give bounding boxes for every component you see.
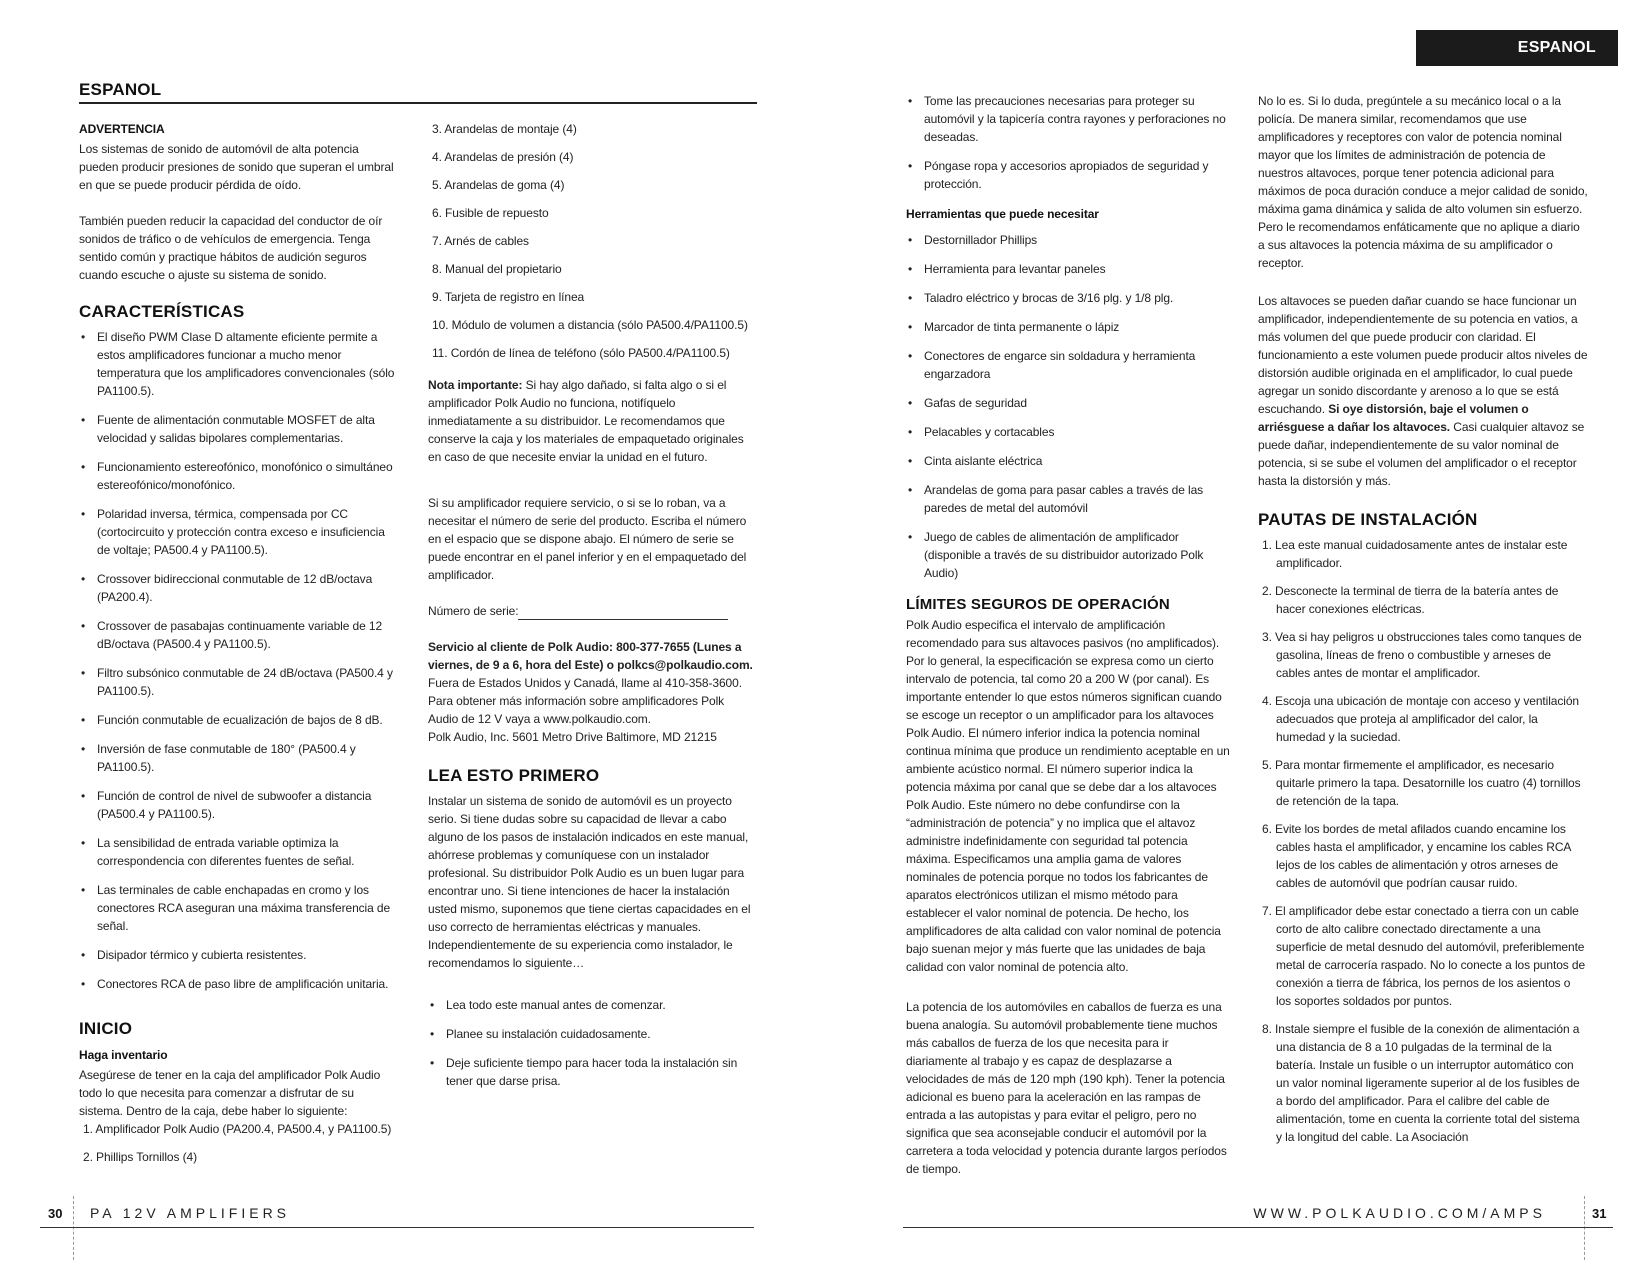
feature-item: • La sensibilidad de entrada variable optimiza la correspondencia con diferentes fuentes de señal. <box>79 834 399 870</box>
inventory-list-continued <box>428 120 753 362</box>
right-page-number: 31 <box>1592 1206 1607 1221</box>
lea-bullets <box>428 996 753 1090</box>
servicio-paragraph: Si su amplificador requiere servicio, o si se lo roban, va a necesitar el número de serie del producto. Escriba el número en el espacio que se dispone abajo. El número de serie se puede encontrar en el panel inferior y en el empaquetado del amplificador. <box>428 496 747 582</box>
tool-item: • Arandelas de goma para pasar cables a través de las paredes de metal del automóvil <box>906 481 1231 517</box>
installation-step: 7. El amplificador debe estar conectado a tierra con un cable corto de alto calibre conectado directamente a una superficie de metal desnudo del automóvil, preferiblemente metal de carrocería raspado. No lo conecte a los puntos de conexión a tierra de fábrica, los pernos de los asientos o los soportes soldados por puntos. <box>1262 904 1586 1009</box>
column-4 <box>1258 92 1588 1156</box>
inventario-title: Haga inventario <box>79 1047 168 1062</box>
lea-bullet: • Planee su instalación cuidadosamente. <box>428 1025 753 1043</box>
tool-item: • Gafas de seguridad <box>906 394 1231 412</box>
col4-p2-text-a: Los altavoces se pueden dañar cuando se hace funcionar un amplificador, independientemente de su potencia en vatios, a más volumen del que puede producir con claridad. El funcionamiento a este volumen puede producir altos niveles de distorsión audible originada en el amplificador, lo cual puede agregar un sonido discordante y arenoso a lo que se está escuchando. <box>1258 294 1588 416</box>
col4-p2-bold: Si oye distorsión, baje el volumen o arriésguese a dañar los altavoces. <box>1258 402 1529 434</box>
tools-list <box>906 231 1231 582</box>
inventory-item: 1. Amplificador Polk Audio (PA200.4, PA500.4, y PA1100.5) <box>83 1121 392 1136</box>
tool-item: • Marcador de tinta permanente o lápiz <box>906 318 1231 336</box>
tool-item: • Pelacables y cortacables <box>906 423 1231 441</box>
advertencia-paragraph-2: También pueden reducir la capacidad del conductor de oír sonidos de tráfico o de vehículos de emergencia. Tenga sentido común y practique hábitos de audición seguros cuando escuche o ajuste su sistema de sonido. <box>79 214 383 282</box>
inventory-item: 8. Manual del propietario <box>432 262 562 276</box>
lea-paragraph: Instalar un sistema de sonido de automóvil es un proyecto serio. Si tiene dudas sobre su capacidad de llevar a cabo alguno de los pasos de instalación indicados en este manual, ahórrese problemas y comuníquese con un instalador profesional. Su distribuidor Polk Audio es un buen lugar para encontrar uno. Si tiene intenciones de hacer la instalación usted mismo, suponemos que tiene ciertas capacidades en el uso correcto de herramientas eléctricas y manuales. Independientemente de su experiencia como instalador, le recomendamos lo siguiente… <box>428 794 751 971</box>
serial-label: Número de serie: <box>428 604 519 618</box>
feature-item: • Polaridad inversa, térmica, compensada por CC (cortocircuito y protección contra exceso e insuficiencia de voltaje; PA500.4 y PA1100.5). <box>79 505 399 559</box>
left-footer-divider <box>73 1196 74 1260</box>
tool-item: • Cinta aislante eléctrica <box>906 452 1231 470</box>
feature-item: • Funcionamiento estereofónico, monofónico o simultáneo estereofónico/monofónico. <box>79 458 399 494</box>
precaution-bullet: • Tome las precauciones necesarias para proteger su automóvil y la tapicería contra rayones y perforaciones no deseadas. <box>906 92 1231 146</box>
lea-bullet: • Deje suficiente tiempo para hacer toda la instalación sin tener que darse prisa. <box>428 1054 753 1090</box>
inventario-paragraph: Asegúrese de tener en la caja del amplificador Polk Audio todo lo que necesita para comenzar a disfrutar de su sistema. Dentro de la caja, debe haber lo siguiente: <box>79 1067 381 1118</box>
tool-item: • Destornillador Phillips <box>906 231 1231 249</box>
right-footer-text: WWW.POLKAUDIO.COM/AMPS <box>1253 1205 1546 1221</box>
inventory-list-start <box>79 1120 399 1166</box>
inicio-title: INICIO <box>79 1019 133 1039</box>
tool-item: • Conectores de engarce sin soldadura y herramienta engarzadora <box>906 347 1231 383</box>
left-page-number: 30 <box>48 1206 63 1221</box>
inventory-item: 9. Tarjeta de registro en línea <box>432 290 585 304</box>
advertencia-paragraph-1: Los sistemas de sonido de automóvil de alta potencia pueden producir presiones de sonido que superan el umbral en que se puede producir pérdida de oído. <box>79 142 394 192</box>
serial-number-row <box>428 602 753 620</box>
features-list <box>79 328 399 993</box>
nota-text: Si hay algo dañado, si falta algo o si el amplificador Polk Audio no funciona, notifíquelo inmediatamente a su distribuidor. Le recomendamos que conserve la caja y los materiales de empaquetado originales en caso de que necesite enviar la unidad en el futuro. <box>428 378 744 464</box>
inventory-item: 2. Phillips Tornillos (4) <box>83 1149 197 1164</box>
advertencia-title: ADVERTENCIA <box>79 122 165 136</box>
right-footer-rule <box>903 1227 1613 1228</box>
column-1 <box>79 120 399 1176</box>
contact-bold: Servicio al cliente de Polk Audio: 800-377-7655 (Lunes a viernes, de 9 a 6, hora del Este) o polkcs@polkaudio.com. <box>428 640 753 672</box>
inventory-item: 11. Cordón de línea de teléfono (sólo PA500.4/PA1100.5) <box>432 346 730 360</box>
left-page-title: ESPANOL <box>79 80 162 99</box>
inventory-item: 3. Arandelas de montaje (4) <box>432 122 577 136</box>
left-header-rule <box>79 102 757 104</box>
installation-step: 1. Lea este manual cuidadosamente antes de instalar este amplificador. <box>1262 538 1568 571</box>
nota-paragraph <box>428 376 753 466</box>
col4-p2-text-b: Casi cualquier altavoz se puede dañar, independientemente de su valor nominal de potencia, si se sube el volumen del amplificador o el receptor hasta la distorsión y más. <box>1258 420 1585 488</box>
right-footer-divider <box>1584 1196 1585 1260</box>
installation-step: 4. Escoja una ubicación de montaje con acceso y ventilación adecuados que proteja al amplificador del calor, la humedad y la suciedad. <box>1262 694 1579 745</box>
col4-paragraph-1: No lo es. Si lo duda, pregúntele a su mecánico local o a la policía. De manera similar, recomendamos que use amplificadores y receptores con valor de potencia nominal mayor que los límites de administración de potencia de nuestros altavoces, porque tener potencia adicional para máximos de poca duración conduce a mejor calidad de sonido, máxima gama dinámica y salida de alto volumen sin esfuerzo. Pero le recomendamos enfáticamente que no aplique a diario a sus altavoces la potencia máxima de su amplificador o receptor. <box>1258 94 1588 270</box>
installation-step: 6. Evite los bordes de metal afilados cuando encamine los cables hasta el amplificador, y encamine los cables RCA lejos de los cables de alimentación y otros arneses de cables de automóvil que podrían causar ruido. <box>1262 822 1571 891</box>
inventory-item: 4. Arandelas de presión (4) <box>432 150 574 164</box>
tools-title: Herramientas que puede necesitar <box>906 207 1099 221</box>
left-footer-rule <box>40 1227 754 1228</box>
company-address: Polk Audio, Inc. 5601 Metro Drive Baltimore, MD 21215 <box>428 730 717 744</box>
feature-item: • Inversión de fase conmutable de 180° (PA500.4 y PA1100.5). <box>79 740 399 776</box>
inventory-item: 10. Módulo de volumen a distancia (sólo PA500.4/PA1100.5) <box>432 318 748 332</box>
feature-item: • Función de control de nivel de subwoofer a distancia (PA500.4 y PA1100.5). <box>79 787 399 823</box>
right-page-tab: ESPANOL <box>1416 30 1618 66</box>
contact-paragraph <box>428 638 753 728</box>
feature-item: • Disipador térmico y cubierta resistentes. <box>79 946 399 964</box>
left-footer-text: PA 12V AMPLIFIERS <box>90 1205 291 1221</box>
installation-steps <box>1258 536 1588 1146</box>
installation-step: 3. Vea si hay peligros u obstrucciones tales como tanques de gasolina, líneas de freno o combustible y arneses de cables antes de montar el amplificador. <box>1262 630 1582 681</box>
limites-title: LÍMITES SEGUROS DE OPERACIÓN <box>906 596 1170 613</box>
contact-text: Fuera de Estados Unidos y Canadá, llame al 410-358-3600. Para obtener más información sobre amplificadores Polk Audio de 12 V vaya a www.polkaudio.com. <box>428 676 742 726</box>
installation-step: 8. Instale siempre el fusible de la conexión de alimentación a una distancia de 8 a 10 pulgadas de la terminal de la batería. Instale un fusible o un interruptor automático con un valor nominal ligeramente superior al de los fusibles de a bordo del amplificador. Para el calibre del cable de alimentación, tome en cuenta la corriente total del sistema y la longitud del cable. La Asociación <box>1262 1022 1580 1145</box>
limites-paragraph-2: La potencia de los automóviles en caballos de fuerza es una buena analogía. Su automóvil probablemente tiene muchos más caballos de fuerza de los que necesita para ir diariamente al trabajo y es capaz de desplazarse a velocidades de más de 120 mph (190 kph). Tener la potencia adicional es bueno para la aceleración en las rampas de entrada a las autopistas y para evitar el peligro, pero no significa que sea aconsejable conducir el automóvil por la carretera a toda velocidad y potencia durante largos períodos de tiempo. <box>906 1000 1227 1176</box>
lea-bullet: • Lea todo este manual antes de comenzar. <box>428 996 753 1014</box>
limites-paragraph-1: Polk Audio especifica el intervalo de amplificación recomendado para sus altavoces pasivos (no amplificados). Por lo general, la especificación se expresa como un cierto intervalo de potencia, tal como 20 a 200 W (por canal). Es importante entender lo que estos números significan cuando se escoge un receptor o un amplificador para los altavoces Polk Audio. El número inferior indica la potencia nominal continua mínima que produce un rendimiento aceptable en un ambiente acústico normal. El número superior indica la potencia máxima por canal que se debe dar a los altavoces Polk Audio. Este número no debe confundirse con la “administración de potencia” y no implica que el altavoz administre indefinidamente con seguridad tal potencia máxima. Especificamos una amplia gama de valores nominales de potencia porque no todos los fabricantes de aparatos electrónicos utilizan el mismo método para establecer el valor nominal de potencia. De hecho, los amplificadores de alta calidad con valor nominal de potencia bajo suenan mejor y más fuerte que las unidades de baja calidad con valor nominal de potencia alto. <box>906 618 1230 974</box>
feature-item: • Crossover de pasabajas continuamente variable de 12 dB/octava (PA500.4 y PA1100.5). <box>79 617 399 653</box>
tool-item: • Herramienta para levantar paneles <box>906 260 1231 278</box>
pautas-title: PAUTAS DE INSTALACIÓN <box>1258 510 1478 529</box>
column-2 <box>428 120 753 1102</box>
inventory-item: 6. Fusible de repuesto <box>432 206 549 220</box>
feature-item: • Fuente de alimentación conmutable MOSFET de alta velocidad y salidas bipolares complementarias. <box>79 411 399 447</box>
nota-label: Nota importante: <box>428 378 523 392</box>
inventory-item: 5. Arandelas de goma (4) <box>432 178 565 192</box>
column-3 <box>906 92 1231 1196</box>
inventory-item: 7. Arnés de cables <box>432 234 529 248</box>
serial-number-blank[interactable] <box>518 619 728 620</box>
col4-paragraph-2 <box>1258 292 1588 490</box>
tool-item: • Taladro eléctrico y brocas de 3/16 plg. y 1/8 plg. <box>906 289 1231 307</box>
feature-item: • Crossover bidireccional conmutable de 12 dB/octava (PA200.4). <box>79 570 399 606</box>
feature-item: • El diseño PWM Clase D altamente eficiente permite a estos amplificadores funcionar a mucho menor temperatura que los amplificadores convencionales (sólo PA1100.5). <box>79 328 399 400</box>
feature-item: • Conectores RCA de paso libre de amplificación unitaria. <box>79 975 399 993</box>
feature-item: • Función conmutable de ecualización de bajos de 8 dB. <box>79 711 399 729</box>
precaution-bullet: • Póngase ropa y accesorios apropiados de seguridad y protección. <box>906 157 1231 193</box>
lea-title: LEA ESTO PRIMERO <box>428 766 600 785</box>
tool-item: • Juego de cables de alimentación de amplificador (disponible a través de su distribuidor autorizado Polk Audio) <box>906 528 1231 582</box>
precaution-bullets <box>906 92 1231 193</box>
feature-item: • Filtro subsónico conmutable de 24 dB/octava (PA500.4 y PA1100.5). <box>79 664 399 700</box>
installation-step: 2. Desconecte la terminal de tierra de la batería antes de hacer conexiones eléctricas. <box>1262 584 1559 617</box>
caracteristicas-title: CARACTERÍSTICAS <box>79 302 245 321</box>
feature-item: • Las terminales de cable enchapadas en cromo y los conectores RCA aseguran una máxima transferencia de señal. <box>79 881 399 935</box>
installation-step: 5. Para montar firmemente el amplificador, es necesario quitarle primero la tapa. Desatornille los cuatro (4) tornillos de retención de la tapa. <box>1262 758 1581 809</box>
